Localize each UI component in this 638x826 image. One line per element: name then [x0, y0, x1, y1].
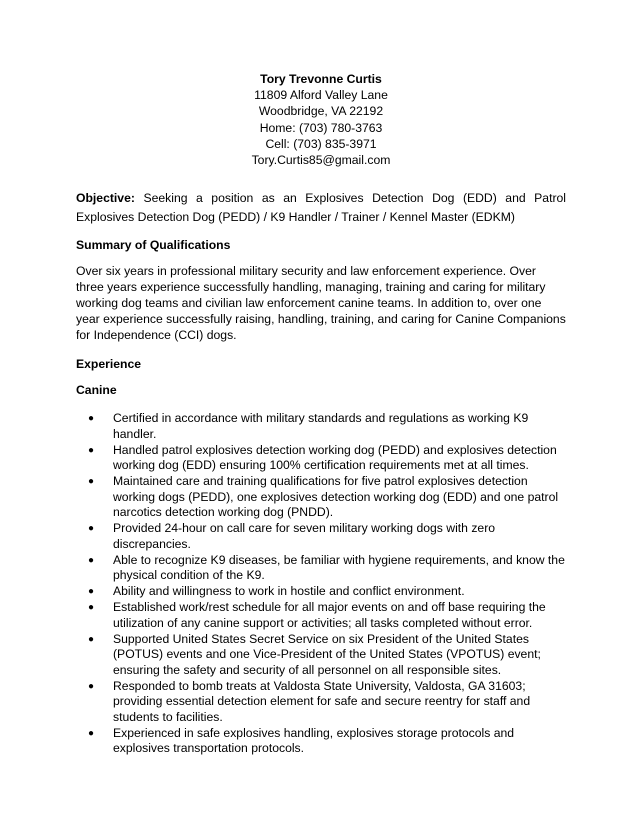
- list-item: ● Maintained care and training qualifications for five patrol explosives detection working dogs (PEDD), one explosives detection working dog (EDD) and one patrol narcotics detection working dog (PNDD).: [88, 474, 559, 520]
- cell-phone: Cell: (703) 835-3971: [265, 136, 377, 151]
- bullet-icon: ●: [88, 554, 95, 566]
- bullet-icon: ●: [88, 633, 95, 645]
- list-item: ● Certified in accordance with military standards and regulations as working K9 handler.: [88, 411, 529, 441]
- list-item: ● Responded to bomb treats at Valdosta State University, Valdosta, GA 31603; providing essential detection element for safe and secure reentry for staff and students to facilities.: [88, 678, 531, 724]
- email-address: Tory.Curtis85@gmail.com: [251, 153, 391, 168]
- bullet-icon: ●: [88, 602, 95, 614]
- list-item: ● Able to recognize K9 diseases, be familiar with hygiene requirements, and know the physical condition of the K9.: [88, 552, 565, 583]
- bullet-icon: ●: [88, 727, 95, 739]
- list-item: ● Experienced in safe explosives handling, explosives storage protocols and explosives transportation protocols.: [88, 725, 515, 756]
- experience-heading: Experience: [76, 357, 142, 372]
- canine-subheading: Canine: [76, 383, 117, 398]
- bullet-icon: ●: [88, 476, 95, 488]
- summary-heading: Summary of Qualifications: [76, 238, 231, 253]
- canine-bullet-list: [76, 411, 566, 757]
- objective-paragraph: [76, 189, 566, 227]
- address-line-2: Woodbridge, VA 22192: [258, 104, 384, 119]
- objective-label: Objective:: [76, 191, 135, 206]
- bullet-icon: ●: [88, 523, 95, 535]
- candidate-name: Tory Trevonne Curtis: [260, 72, 382, 86]
- resume-page: [76, 71, 566, 757]
- bullet-icon: ●: [88, 586, 95, 598]
- home-phone: Home: (703) 780-3763: [259, 120, 383, 135]
- bullet-icon: ●: [88, 680, 95, 692]
- list-item: ● Handled patrol explosives detection working dog (PEDD) and explosives detection working dog (EDD) ensuring 100% certification requirements met at all times.: [88, 442, 557, 473]
- summary-paragraph: Over six years in professional military security and law enforcement experience. Over three years experience successfully handling, managing, training and caring for military working dog teams and civilian law enforcement canine teams. In addition to, over one year experience successfully raising, handling, training, and caring for Canine Companions for Independence (CCI) dogs.: [76, 264, 566, 343]
- contact-header: [76, 71, 566, 168]
- list-item: ● Ability and willingness to work in hostile and conflict environment.: [88, 584, 465, 599]
- list-item: ● Established work/rest schedule for all major events on and off base requiring the utilization of any canine support or activities; all tasks completed without error.: [88, 600, 546, 630]
- list-item: ● Provided 24-hour on call care for seven military working dogs with zero discrepancies.: [88, 521, 496, 551]
- bullet-icon: ●: [88, 413, 95, 425]
- bullet-icon: ●: [88, 444, 95, 456]
- address-line-1: 11809 Alford Valley Lane: [254, 88, 388, 103]
- list-item: ● Supported United States Secret Service on six President of the United States (POTUS) events and one Vice-President of the United States (VPOTUS) event; ensuring the safety and security of all personnel on all responsible sites.: [88, 631, 541, 677]
- objective-text: Seeking a position as an Explosives Detection Dog (EDD) and Patrol Explosives Detection Dog (PEDD) / K9 Handler / Trainer / Kennel Master (EDKM): [76, 191, 566, 225]
